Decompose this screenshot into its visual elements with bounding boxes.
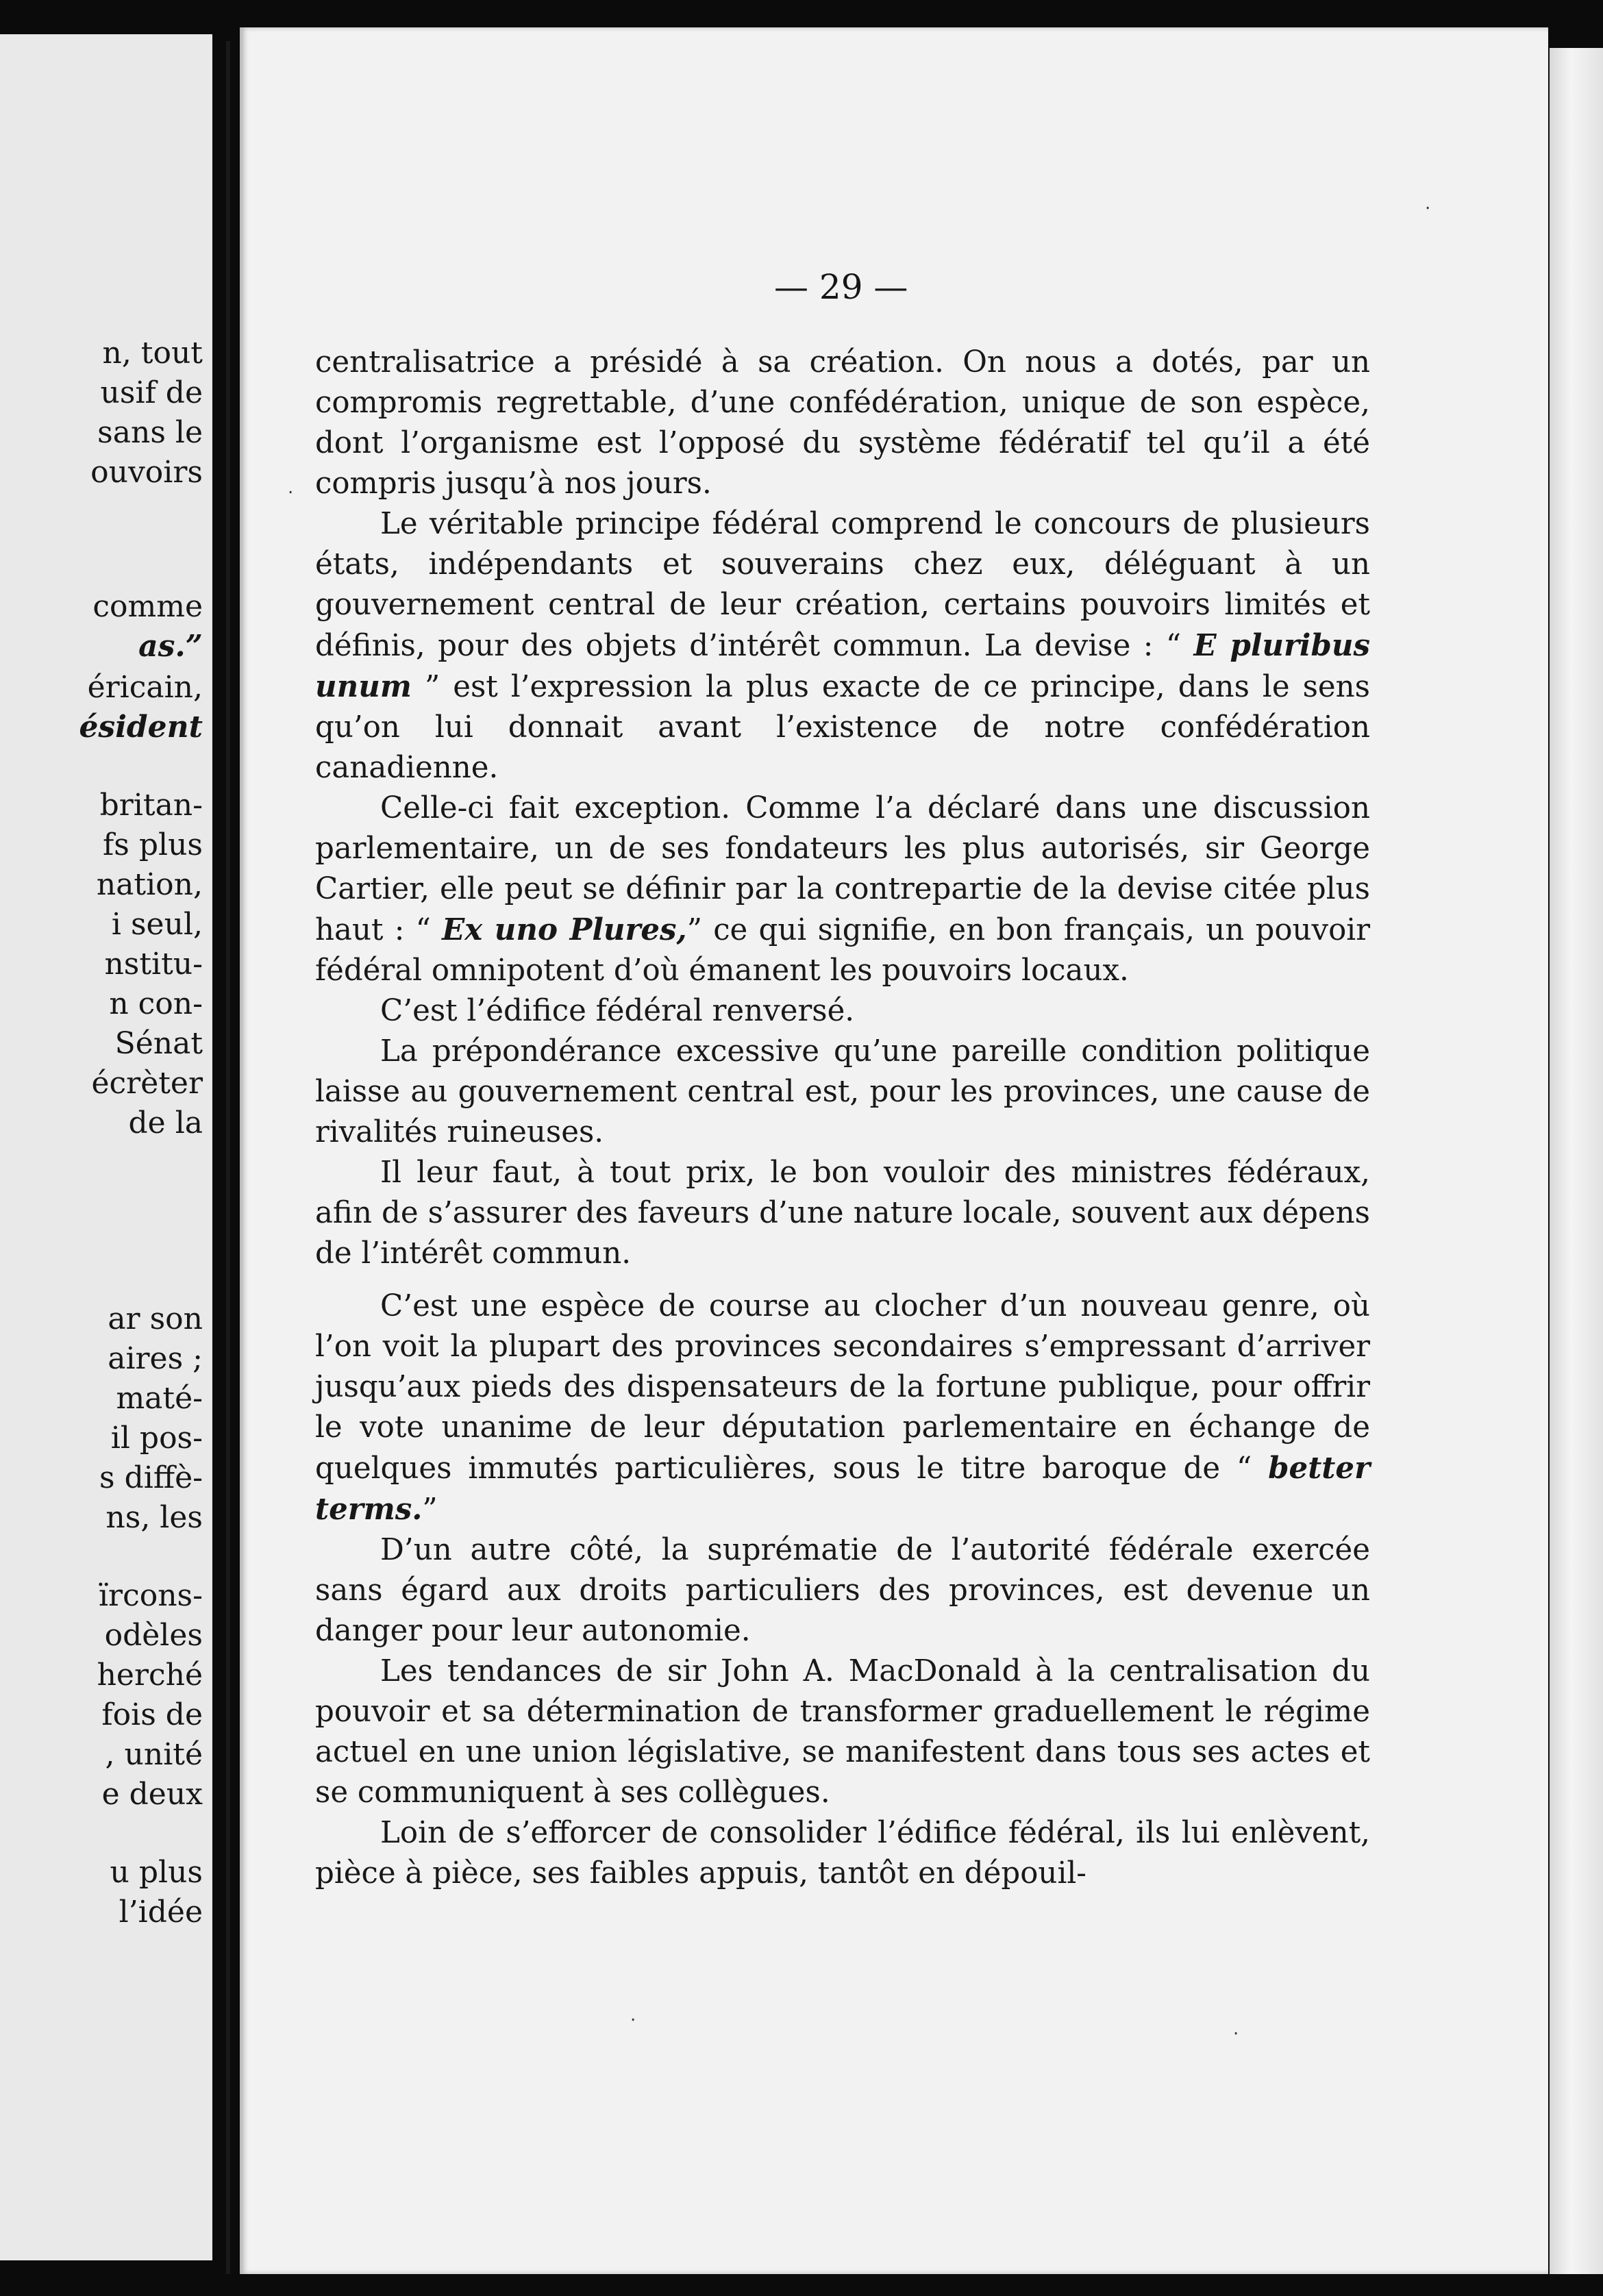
left-line: , unité xyxy=(105,1737,203,1772)
left-line: écrèter xyxy=(91,1066,203,1101)
page-body xyxy=(315,342,1370,1894)
print-speck: ‧ xyxy=(630,2010,636,2031)
print-speck: ‧ xyxy=(1233,2024,1239,2045)
italic-phrase: better terms. xyxy=(315,1451,1370,1527)
paragraph-text: Le véritable principe fédéral comprend le concours de plusieurs états, indépendants et souverains chez eux, déléguant à un gouvernement central de leur création, certains pouvoirs limités et définis, pour des objets d’intérêt commun. La devise : “ xyxy=(315,507,1370,663)
paragraph: Les tendances de sir John A. MacDonald à la centralisation du pouvoir et sa détermination de transformer graduellement le régime actuel en une union législative, se manifestent dans tous ses actes et se communiquent à ses collègues. xyxy=(315,1654,1370,1810)
paragraph-text: Celle-ci fait exception. Comme l’a déclaré dans une discussion parlementaire, un de ses fondateurs les plus autorisés, sir George Cartier, elle peut se définir par la contrepartie de la devise citée plus haut : “ xyxy=(315,791,1370,947)
paragraph xyxy=(315,788,1370,991)
paragraph-text: ” xyxy=(422,1493,438,1527)
left-line: ïrcons- xyxy=(98,1578,203,1613)
left-line: ésident xyxy=(79,710,203,745)
left-line: e deux xyxy=(101,1777,203,1812)
paragraph-text: ” est l’expression la plus exacte de ce principe, dans le sens qu’on lui donnait avant l’existence de notre confédération canadienne. xyxy=(315,670,1370,785)
left-line: n con- xyxy=(109,986,203,1021)
left-line: ns, les xyxy=(105,1500,203,1535)
left-line: l’idée xyxy=(119,1895,203,1930)
print-speck: ‧ xyxy=(1425,199,1431,219)
left-line: maté- xyxy=(116,1381,203,1416)
page-number: — 29 — xyxy=(774,267,908,307)
paragraph: C’est l’édifice fédéral renversé. xyxy=(380,994,855,1028)
left-line: fois de xyxy=(101,1697,203,1732)
book-gutter xyxy=(226,41,230,2274)
left-line: n, tout xyxy=(102,336,203,371)
page-edge xyxy=(1550,48,1603,2274)
left-line: ouvoirs xyxy=(90,455,203,490)
left-line: aires ; xyxy=(108,1341,203,1376)
left-line: u plus xyxy=(110,1855,203,1890)
left-line: fs plus xyxy=(102,827,203,862)
previous-page-fragment xyxy=(0,34,212,2260)
paragraph: Il leur faut, à tout prix, le bon vouloir des ministres fédéraux, afin de s’assurer des faveurs d’une nature locale, souvent aux dépens de l’intérêt commun. xyxy=(315,1156,1370,1271)
left-line: i seul, xyxy=(111,907,203,942)
italic-phrase: Ex uno Plures, xyxy=(442,912,687,947)
left-line: il pos- xyxy=(110,1421,203,1456)
paragraph xyxy=(315,504,1370,788)
left-line: herché xyxy=(97,1658,203,1693)
left-line: ar son xyxy=(108,1301,203,1336)
paragraph-text: ” ce qui signifie, en bon français, un pouvoir fédéral omnipotent d’où émanent les pouvoirs locaux. xyxy=(315,913,1370,988)
paragraph: D’un autre côté, la suprématie de l’autorité fédérale exercée sans égard aux droits particuliers des provinces, est devenue un danger pour leur autonomie. xyxy=(315,1533,1370,1648)
paragraph xyxy=(315,1286,1370,1530)
paragraph: centralisatrice a présidé à sa création. On nous a dotés, par un compromis regrettable, d’une confédération, unique de son espèce, dont l’organisme est l’opposé du système fédératif tel qu’il a été compris jusqu’à nos jours. xyxy=(315,345,1370,501)
left-line: nation, xyxy=(96,867,203,902)
left-line: nstitu- xyxy=(104,947,203,982)
paragraph: La prépondérance excessive qu’une pareille condition politique laisse au gouvernement central est, pour les provinces, une cause de rivalités ruineuses. xyxy=(315,1034,1370,1149)
paragraph: Loin de s’efforcer de consolider l’édifice fédéral, ils lui enlèvent, pièce à pièce, ses faibles appuis, tantôt en dépouil- xyxy=(315,1816,1370,1891)
left-line: s diffè- xyxy=(99,1460,203,1495)
left-line: de la xyxy=(128,1106,203,1140)
left-line: britan- xyxy=(99,788,203,823)
italic-phrase: E pluribus unum xyxy=(315,628,1370,704)
paragraph-text: C’est une espèce de course au clocher d’un nouveau genre, où l’on voit la plupart des provinces secondaires s’empressant d’arriver jusqu’aux pieds des dispensateurs de la fortune publique, pour offrir le vote unanime de leur députation parlementaire en échange de quelques immutés particulières, sous le titre baroque de “ xyxy=(315,1289,1370,1486)
left-line: Sénat xyxy=(114,1026,203,1061)
print-speck: ‧ xyxy=(288,483,294,503)
left-line: comme xyxy=(92,589,203,624)
left-line: sans le xyxy=(97,415,203,450)
left-line: éricain, xyxy=(87,670,203,705)
left-line: usif de xyxy=(100,375,203,410)
left-line: as.” xyxy=(138,629,203,664)
left-line: odèles xyxy=(104,1618,203,1653)
